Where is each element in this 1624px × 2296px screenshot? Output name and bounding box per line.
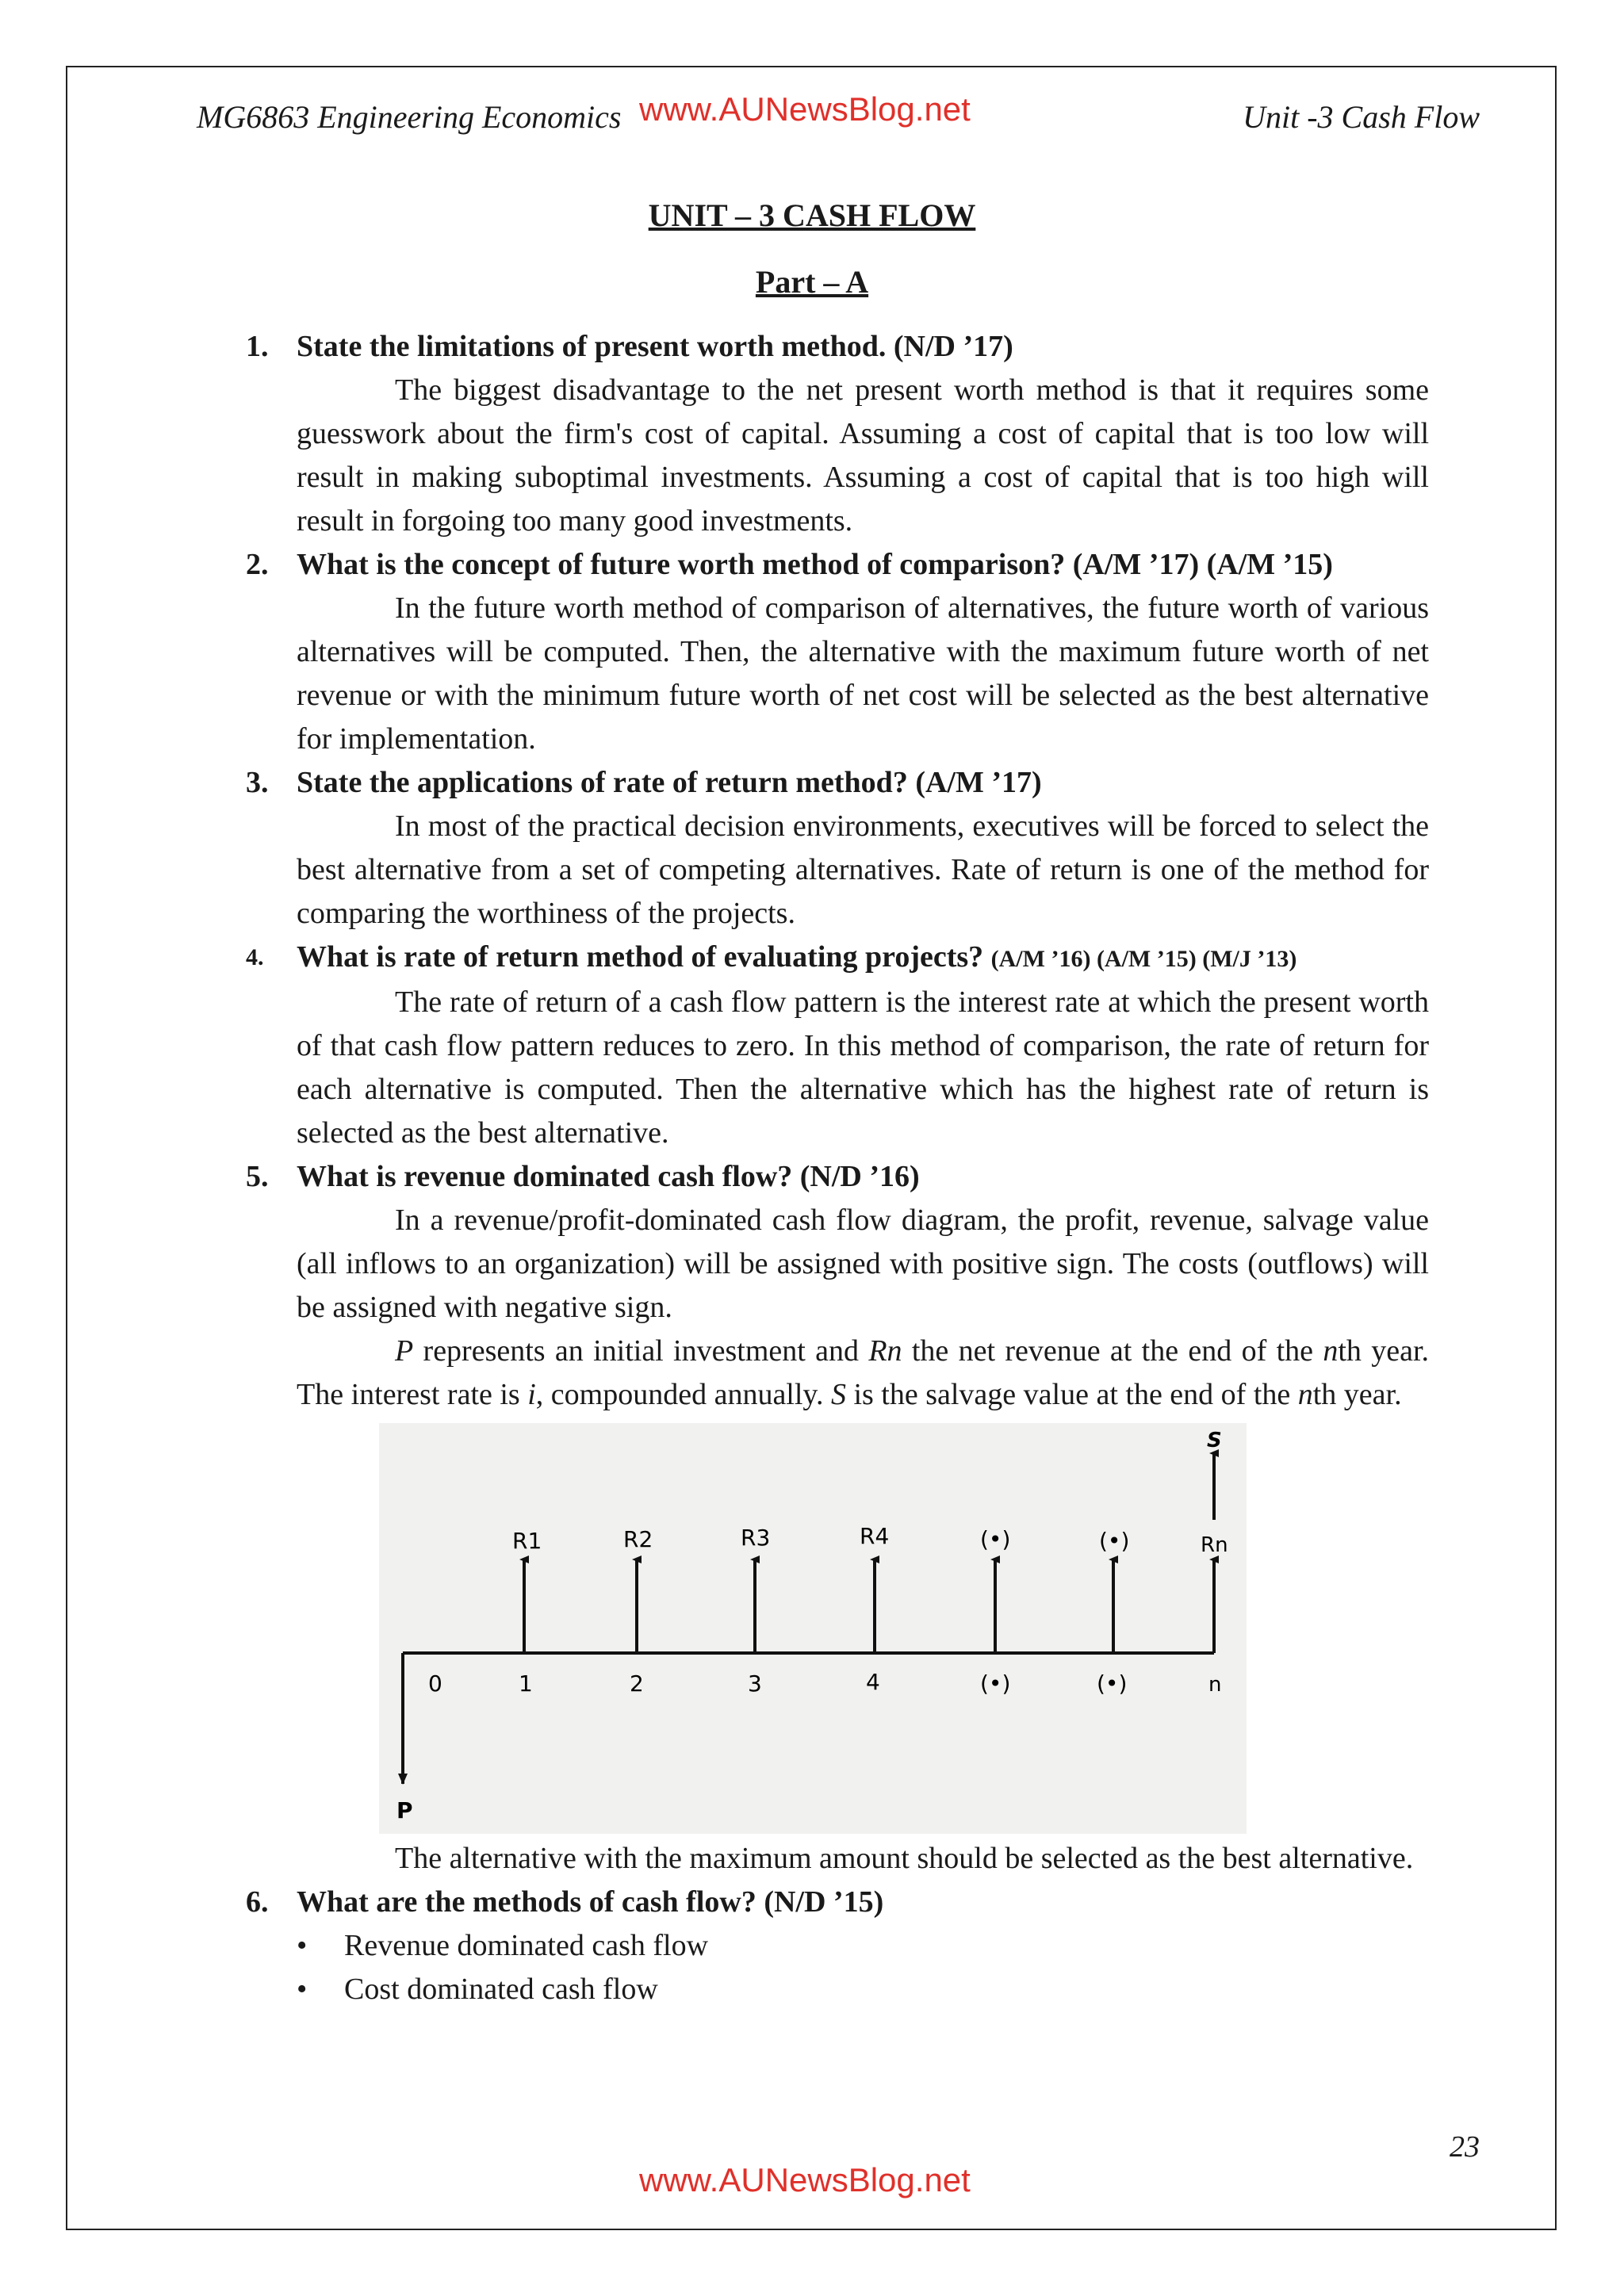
question-number: 2. <box>246 548 269 581</box>
header-unit: Unit -3 Cash Flow <box>1243 99 1480 135</box>
revenue-label-2: R2 <box>623 1526 653 1552</box>
salvage-label: S <box>1207 1429 1222 1452</box>
page-title: UNIT – 3 CASH FLOW <box>648 197 976 233</box>
questions-content <box>246 325 1429 2011</box>
text-span: is the salvage value at the end of the <box>845 1378 1298 1411</box>
question-number: 6. <box>246 1885 269 1919</box>
var-i: i <box>527 1378 536 1411</box>
axis-label-6: (•) <box>1097 1670 1128 1697</box>
var-p: P <box>395 1334 414 1368</box>
axis-label-0: 0 <box>428 1670 442 1697</box>
revenue-label-4: R4 <box>860 1523 890 1549</box>
revenue-label-3: R3 <box>741 1525 771 1551</box>
axis-label-2: 2 <box>630 1670 644 1697</box>
axis-label-4: 4 <box>866 1669 880 1695</box>
answer-1: The biggest disadvantage to the net present worth method is that it requires some guesswork about the firm's cost of capital. Assuming a cost of capital that is too low will result in making suboptimal investments. Assuming a cost of capital that is too high will result in forgoing too many good investments. <box>297 373 1429 538</box>
revenue-label-1: R1 <box>512 1528 542 1554</box>
revenue-label-6: (•) <box>1099 1528 1130 1554</box>
bullet-icon: • <box>297 1929 308 1962</box>
answer-5: In a revenue/profit-dominated cash flow diagram, the profit, revenue, salvage value (all inflows to an organization) will be assigned with positive sign. The costs (outflows) will be assigned with negative sign. <box>297 1203 1429 1324</box>
var-n: n <box>1297 1378 1313 1411</box>
revenue-label-5: (•) <box>980 1526 1011 1552</box>
question-text: State the applications of rate of return method? (A/M ’17) <box>297 766 1042 799</box>
watermark-bottom[interactable]: www.AUNewsBlog.net <box>639 2161 971 2198</box>
answer-3: In most of the practical decision environments, executives will be forced to select the best alternative from a set of competing alternatives. Rate of return is one of the method for comparing the worthiness of the projects. <box>297 809 1429 930</box>
text-span: represents an initial investment and <box>413 1334 869 1368</box>
answer-4: The rate of return of a cash flow pattern is the interest rate at which the present worth of that cash flow pattern reduces to zero. In this method of comparison, the rate of return for each alternative is computed. Then the alternative which has the highest rate of return is selected as the best alternative. <box>297 985 1429 1150</box>
list-item-text: Revenue dominated cash flow <box>344 1929 709 1962</box>
question-text: What is the concept of future worth method of comparison? (A/M ’17) (A/M ’15) <box>297 548 1333 581</box>
answer-5-conclusion: The alternative with the maximum amount should be selected as the best alternative. <box>395 1842 1414 1875</box>
answer-5-definitions <box>246 1330 1429 1417</box>
list-item <box>297 1924 1429 1968</box>
page-subtitle: Part – A <box>755 264 869 300</box>
question-4 <box>246 936 1429 981</box>
bullet-icon: • <box>297 1973 308 2006</box>
axis-label-5: (•) <box>980 1670 1011 1697</box>
question-2 <box>246 543 1429 587</box>
cash-flow-svg <box>379 1423 1247 1834</box>
question-number: 4. <box>246 944 264 970</box>
question-text: What is revenue dominated cash flow? (N/D ’16) <box>297 1160 920 1193</box>
question-1 <box>246 325 1429 369</box>
question-5 <box>246 1155 1429 1199</box>
text-span: th year. <box>1312 1378 1402 1411</box>
axis-label-3: 3 <box>748 1670 762 1697</box>
question-6 <box>246 1881 1429 1924</box>
question-source: (A/M ’16) (A/M ’15) (M/J ’13) <box>990 946 1297 972</box>
question-text: State the limitations of present worth method. (N/D ’17) <box>297 330 1013 363</box>
list-item <box>297 1968 1429 2011</box>
text-span: th year. The interest rate is <box>297 1334 1429 1411</box>
question-number: 1. <box>246 330 269 363</box>
axis-label-n: n <box>1208 1673 1222 1697</box>
axis-label-1: 1 <box>519 1670 533 1697</box>
revenue-label-n: Rn <box>1201 1533 1228 1557</box>
page-number: 23 <box>1450 2130 1480 2164</box>
var-s: S <box>830 1378 846 1411</box>
question-number: 5. <box>246 1160 269 1193</box>
cash-flow-methods-list <box>246 1924 1429 2011</box>
question-text: What are the methods of cash flow? (N/D ’15) <box>297 1885 884 1919</box>
text-span: , compounded annually. <box>535 1378 831 1411</box>
text-span: the net revenue at the end of the <box>902 1334 1323 1368</box>
cash-flow-diagram <box>379 1423 1247 1834</box>
question-text: What is rate of return method of evaluating projects? <box>297 940 984 974</box>
watermark-top[interactable]: www.AUNewsBlog.net <box>639 90 971 128</box>
question-number: 3. <box>246 766 269 799</box>
var-rn: Rn <box>868 1334 902 1368</box>
answer-2: In the future worth method of comparison of alternatives, the future worth of various alternatives will be computed. Then, the alternative with the maximum future worth of net revenue or with the minimum future worth of net cost will be selected as the best alternative for implementation. <box>297 591 1429 756</box>
var-n: n <box>1323 1334 1339 1368</box>
header-course: MG6863 Engineering Economics <box>197 99 622 135</box>
investment-label: P <box>396 1797 413 1823</box>
question-3 <box>246 761 1429 805</box>
list-item-text: Cost dominated cash flow <box>344 1973 658 2006</box>
